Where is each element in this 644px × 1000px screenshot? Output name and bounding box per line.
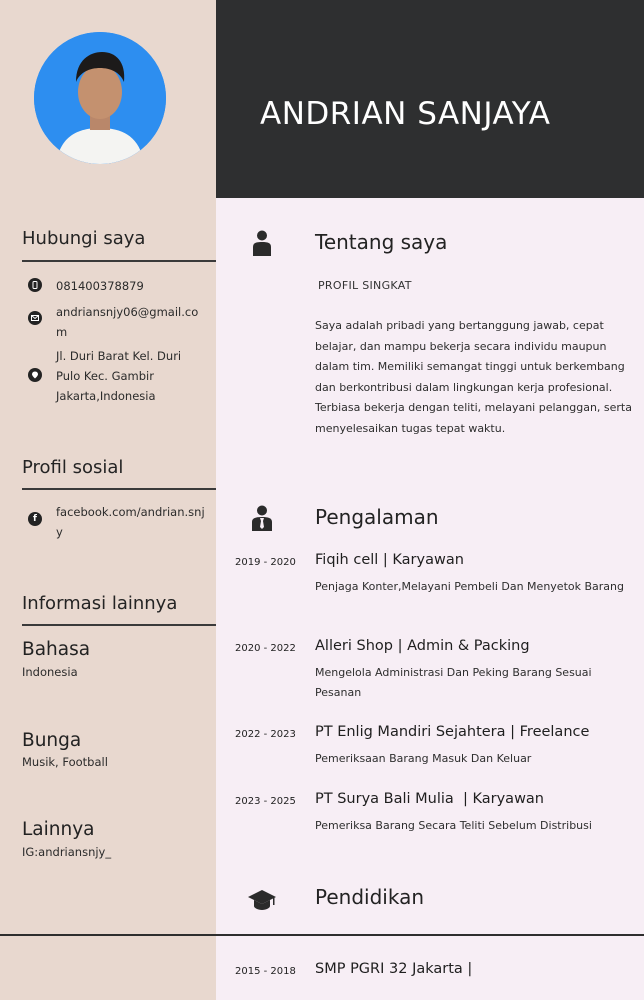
contact-email xyxy=(28,302,208,342)
profile-photo xyxy=(34,32,166,164)
experience-description: Pemeriksaan Barang Masuk Dan Keluar xyxy=(315,752,532,765)
contact-divider xyxy=(22,260,216,262)
phone-icon xyxy=(28,278,42,292)
experience-years: 2023 - 2025 xyxy=(235,796,296,807)
experience-description: Pemeriksa Barang Secara Teliti Sebelum Distribusi xyxy=(315,819,592,832)
experience-job-title: PT Surya Bali Mulia | Karyawan xyxy=(315,791,544,807)
interests-label: Bunga xyxy=(22,730,82,751)
education-title: Pendidikan xyxy=(315,885,424,909)
full-name: ANDRIAN SANJAYA xyxy=(260,96,551,132)
experience-description: Mengelola Administrasi Dan Peking Barang Sesuai Pesanan xyxy=(315,666,592,699)
location-icon xyxy=(28,368,42,382)
interests-value: Musik, Football xyxy=(22,755,108,769)
social-facebook xyxy=(28,502,208,542)
contact-heading: Hubungi saya xyxy=(22,228,146,249)
contact-address xyxy=(28,346,208,406)
education-years: 2015 - 2018 xyxy=(235,966,296,977)
experience-description: Penjaga Konter,Melayani Pembeli Dan Menyetok Barang xyxy=(315,580,624,593)
other-info-divider xyxy=(22,624,216,626)
experience-title: Pengalaman xyxy=(315,505,439,529)
facebook-link[interactable]: facebook.com/andrian.snjy xyxy=(56,505,205,539)
about-subheading: PROFIL SINGKAT xyxy=(318,279,412,292)
experience-years: 2019 - 2020 xyxy=(235,557,296,568)
header-banner xyxy=(216,0,644,198)
language-label: Bahasa xyxy=(22,639,91,660)
education-school: SMP PGRI 32 Jakarta | xyxy=(315,961,473,977)
others-label: Lainnya xyxy=(22,819,95,840)
experience-job-title: Alleri Shop | Admin & Packing xyxy=(315,638,530,654)
experience-job-title: PT Enlig Mandiri Sejahtera | Freelance xyxy=(315,724,590,740)
sidebar xyxy=(0,0,216,1000)
about-text: Saya adalah pribadi yang bertanggung jawab, cepat belajar, dan mampu bekerja secara individu maupun dalam tim. Memiliki semangat tinggi untuk berkembang dan berkontribusi dalam lingkungan kerja profesional. Terbiasa bekerja dengan teliti, melayani pelanggan, serta menyelesaikan tugas tepat waktu. xyxy=(315,319,632,435)
phone-number[interactable]: 081400378879 xyxy=(56,279,144,293)
experience-years: 2022 - 2023 xyxy=(235,729,296,740)
experience-years: 2020 - 2022 xyxy=(235,643,296,654)
social-divider xyxy=(22,488,216,490)
address-text: Jl. Duri Barat Kel. Duri Pulo Kec. Gambir Jakarta,Indonesia xyxy=(56,349,182,403)
others-value: IG:andriansnjy_ xyxy=(22,845,112,859)
language-value: Indonesia xyxy=(22,665,78,679)
facebook-icon: f xyxy=(28,512,42,526)
worker-icon xyxy=(250,505,274,531)
email-icon xyxy=(28,311,42,325)
other-info-heading: Informasi lainnya xyxy=(22,593,178,614)
about-title: Tentang saya xyxy=(315,230,448,254)
contact-phone xyxy=(28,276,208,296)
social-heading: Profil sosial xyxy=(22,457,124,478)
email-address[interactable]: andriansnjy06@gmail.com xyxy=(56,305,199,339)
profile-photo-image xyxy=(34,32,166,164)
person-icon xyxy=(250,230,274,256)
experience-job-title: Fiqih cell | Karyawan xyxy=(315,552,464,568)
graduation-cap-icon xyxy=(247,886,277,912)
education-divider xyxy=(0,934,644,936)
